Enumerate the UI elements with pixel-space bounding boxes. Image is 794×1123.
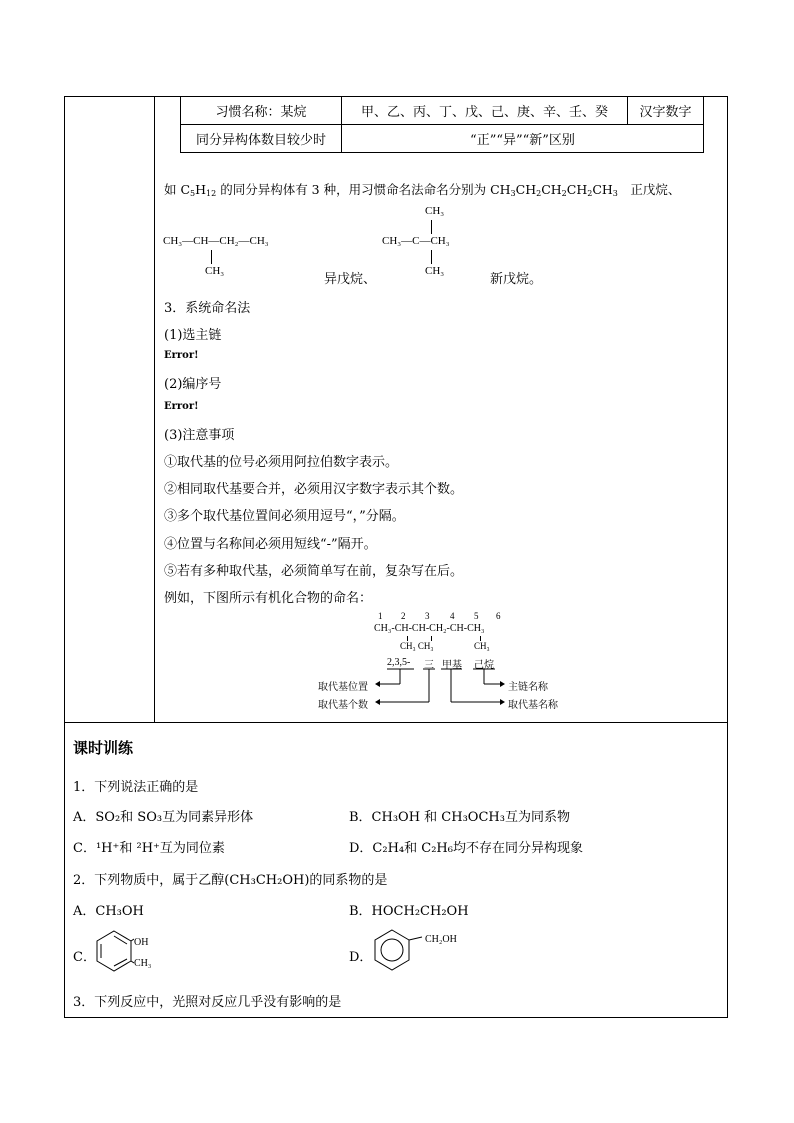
section-divider [64, 722, 728, 723]
neopentane-mid: CH₃—C—CH₃ [382, 235, 450, 247]
q1-option-a: A．SO₂和 SO₃互为同素异形体 [73, 810, 254, 825]
q1-option-d: D．C₂H₄和 C₂H₆均不存在同分异构现象 [349, 841, 583, 856]
neopentane-bond-top [431, 220, 432, 234]
carbon-number-1: 1 [378, 611, 383, 621]
neopentane-bond-bottom [431, 250, 432, 264]
isopentane-bond [211, 250, 212, 264]
isopentane-name: 异戊烷、 [324, 272, 377, 287]
q2-option-c-label: C． [73, 950, 96, 965]
table-row1-note: 汉字数字 [627, 96, 704, 125]
substituents-left: CH₃ CH₃ [400, 641, 434, 651]
substituent-right: CH₃ [474, 641, 490, 651]
rule-3: ③多个取代基位置间必须用逗号“，”分隔。 [164, 509, 405, 524]
table-row2-label: 同分异构体数目较少时 [180, 124, 342, 153]
table-row1-value: 甲、乙、丙、丁、戊、己、庚、辛、壬、癸 [341, 96, 628, 125]
rule-1: ①取代基的位号必须用阿拉伯数字表示。 [164, 455, 399, 470]
rule-2: ②相同取代基要合并，必须用汉字数字表示其个数。 [164, 482, 464, 497]
q3-stem: 3．下列反应中，光照对反应几乎没有影响的是 [73, 995, 342, 1010]
q2-option-b: B．HOCH₂CH₂OH [349, 904, 469, 919]
main-chain: CH₃-CH-CH-CH₂-CH-CH₃ [374, 623, 485, 634]
name-part-chain: 己烷 [474, 660, 494, 671]
carbon-number-2: 2 [401, 611, 406, 621]
o-cresol-structure-icon [94, 928, 134, 974]
neopentane-name: 新戊烷。 [490, 272, 543, 287]
label-substituent-position: 取代基位置 [318, 682, 368, 693]
carbon-number-5: 5 [474, 611, 479, 621]
left-column [64, 96, 155, 722]
q2-stem: 2．下列物质中，属于乙醇(CH₃CH₂OH)的同系物的是 [73, 873, 388, 888]
name-part-positions: 2,3,5- [387, 657, 411, 668]
carbon-number-4: 4 [450, 611, 455, 621]
step-numbering: (2)编序号 [164, 377, 222, 392]
carbon-number-6: 6 [496, 611, 501, 621]
q2-option-a: A．CH₃OH [73, 904, 144, 919]
benzyl-alcohol-group: CH₂OH [425, 934, 457, 945]
carbon-number-3: 3 [425, 611, 430, 621]
rule-5: ⑤若有多种取代基，必须简单写在前，复杂写在后。 [164, 564, 464, 579]
example-intro: 例如，下图所示有机化合物的命名： [164, 591, 373, 606]
q1-stem: 1．下列说法正确的是 [73, 780, 199, 795]
o-cresol-ch3: CH₃ [134, 958, 152, 969]
label-substituent-name: 取代基名称 [508, 700, 558, 711]
benzyl-alcohol-structure-icon [372, 926, 426, 974]
q1-option-b: B．CH₃OH 和 CH₃OCH₃互为同系物 [349, 810, 570, 825]
isopentane-branch: CH₃ [205, 265, 225, 277]
o-cresol-oh: OH [134, 937, 149, 948]
rule-4: ④位置与名称间必须用短线“-”隔开。 [164, 537, 377, 552]
c5h12-intro: 如 $C_5H_{12}$ 的同分异构体有 3 种，用习惯命名法命名分别为 $CH_3CH_2CH_2CH_2CH_3$ 正戊烷、 [164, 182, 681, 198]
error-text-2: Error! [164, 401, 199, 412]
step-select-chain: (1)选主链 [164, 328, 222, 343]
error-text-1: Error! [164, 350, 199, 361]
name-part-substituent: 甲基 [442, 660, 462, 671]
isopentane-main-chain: CH₃—CH—CH₂—CH₃ [163, 235, 269, 247]
step-notes: (3)注意事项 [164, 428, 235, 443]
q1-option-c: C．¹H⁺和 ²H⁺互为同位素 [73, 841, 225, 856]
table-row1-label: 习惯名称：某烷 [180, 96, 342, 125]
name-part-count: 三 [424, 660, 434, 671]
neopentane-bottom: CH₃ [425, 265, 445, 277]
q2-option-d-label: D． [349, 950, 373, 965]
table-row2-value: “正”“异”“新”区别 [341, 124, 704, 153]
label-substituent-count: 取代基个数 [318, 700, 368, 711]
neopentane-top: CH₃ [425, 205, 445, 217]
training-heading: 课时训练 [73, 739, 134, 757]
systematic-heading: 3．系统命名法 [164, 301, 251, 316]
label-main-chain-name: 主链名称 [508, 682, 548, 693]
